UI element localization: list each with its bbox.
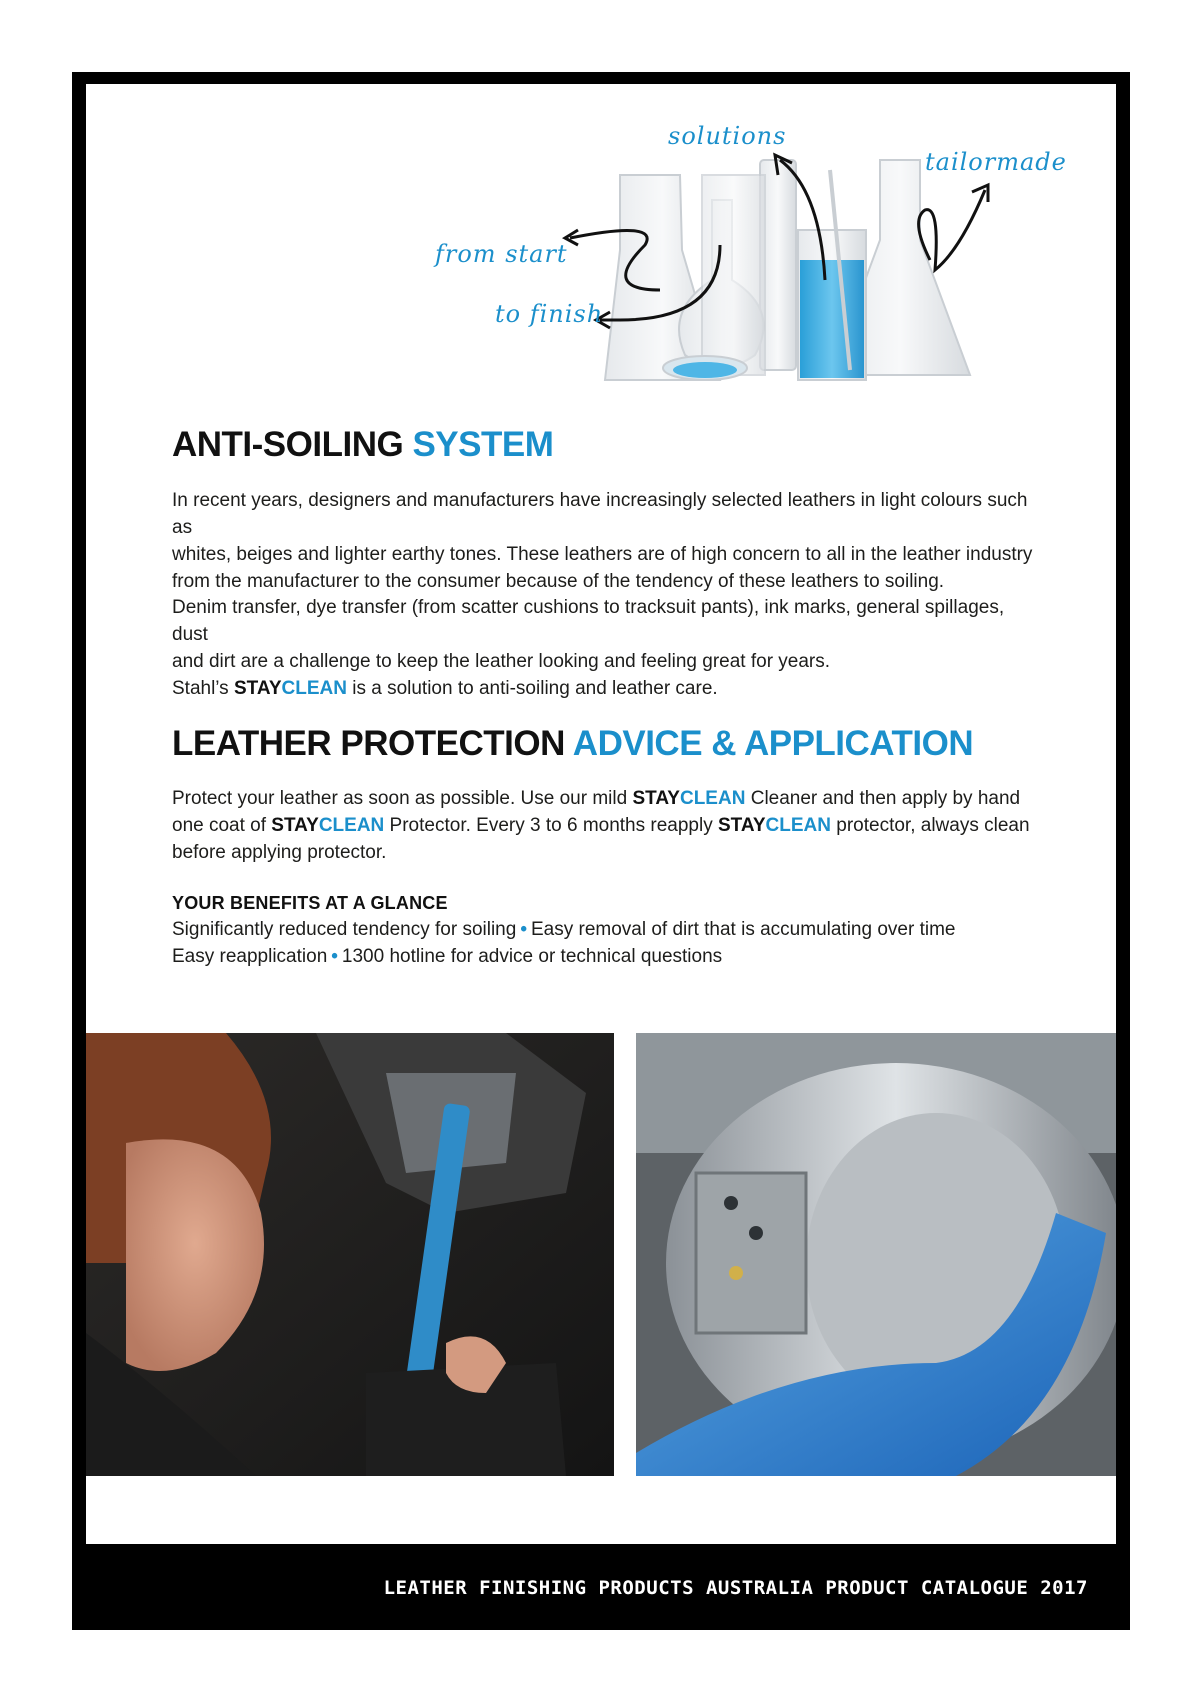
text-fragment: one coat of (172, 815, 272, 836)
hero-label-from-start: from start (435, 240, 568, 268)
text-line: Denim transfer, dye transfer (from scatter cushions to tracksuit pants), ink marks, general spillages, dust (172, 597, 1005, 645)
brand-clean: CLEAN (281, 678, 347, 699)
brand-stay: STAY (632, 788, 680, 809)
leather-protection-paragraph (172, 785, 1042, 866)
text-fragment: Protect your leather as soon as possible. Use our mild (172, 788, 633, 809)
brand-stay: STAY (233, 678, 282, 699)
text-fragment: protector, always clean (830, 815, 1030, 836)
photo-tanning-drum (636, 1033, 1116, 1476)
title-blue-part: SYSTEM (412, 425, 554, 464)
text-line: before applying protector. (172, 842, 387, 863)
text-line: In recent years, designers and manufacturers have increasingly selected leathers in light colours such as (172, 490, 1028, 538)
text-line: from the manufacturer to the consumer because of the tendency of these leathers to soiling. (172, 571, 945, 592)
text-fragment: Protector. Every 3 to 6 months reapply (384, 815, 718, 836)
brand-clean: CLEAN (765, 815, 831, 836)
text-line: and dirt are a challenge to keep the leather looking and feeling great for years. (172, 651, 831, 672)
brand-clean: CLEAN (318, 815, 385, 836)
hero-label-to-finish: to finish (495, 300, 604, 328)
benefits-heading: YOUR BENEFITS AT A GLANCE (172, 893, 448, 913)
brand-stay: STAY (271, 815, 319, 836)
anti-soiling-paragraph-1 (172, 487, 1042, 595)
text-line: whites, beiges and lighter earthy tones. These leathers are of high concern to all in the leather industry (172, 544, 1033, 565)
footer-catalogue-title: LEATHER FINISHING PRODUCTS AUSTRALIA PRODUCT CATALOGUE 2017 (383, 1577, 1088, 1599)
anti-soiling-paragraph-2 (172, 594, 1042, 675)
brand-clean: CLEAN (679, 788, 746, 809)
text-fragment: Cleaner and then apply by hand (745, 788, 1021, 809)
bullet-icon: • (520, 919, 527, 940)
hero-label-tailormade: tailormade (925, 148, 1067, 176)
text-fragment: is a solution to anti-soiling and leather care. (346, 678, 718, 699)
benefit-item: Significantly reduced tendency for soiling (172, 919, 517, 940)
title-black-part: LEATHER PROTECTION (172, 724, 565, 763)
section-title-leather-protection (172, 724, 973, 764)
anti-soiling-paragraph-3 (172, 675, 1042, 702)
bullet-icon: • (331, 946, 338, 967)
photo-woman-testing-leather (86, 1033, 614, 1476)
benefit-item: 1300 hotline for advice or technical questions (341, 946, 723, 967)
text-fragment: Stahl’s (172, 678, 234, 699)
title-blue-part: ADVICE & APPLICATION (572, 724, 974, 763)
section-title-anti-soiling (172, 425, 553, 465)
benefit-item: Easy removal of dirt that is accumulating over time (530, 919, 956, 940)
brand-stay: STAY (718, 815, 766, 836)
title-black-part: ANTI-SOILING (172, 425, 404, 464)
benefits-list (172, 916, 1042, 970)
hero-label-solutions: solutions (668, 122, 787, 150)
hero-illustration (420, 122, 1067, 400)
benefit-item: Easy reapplication (172, 946, 328, 967)
